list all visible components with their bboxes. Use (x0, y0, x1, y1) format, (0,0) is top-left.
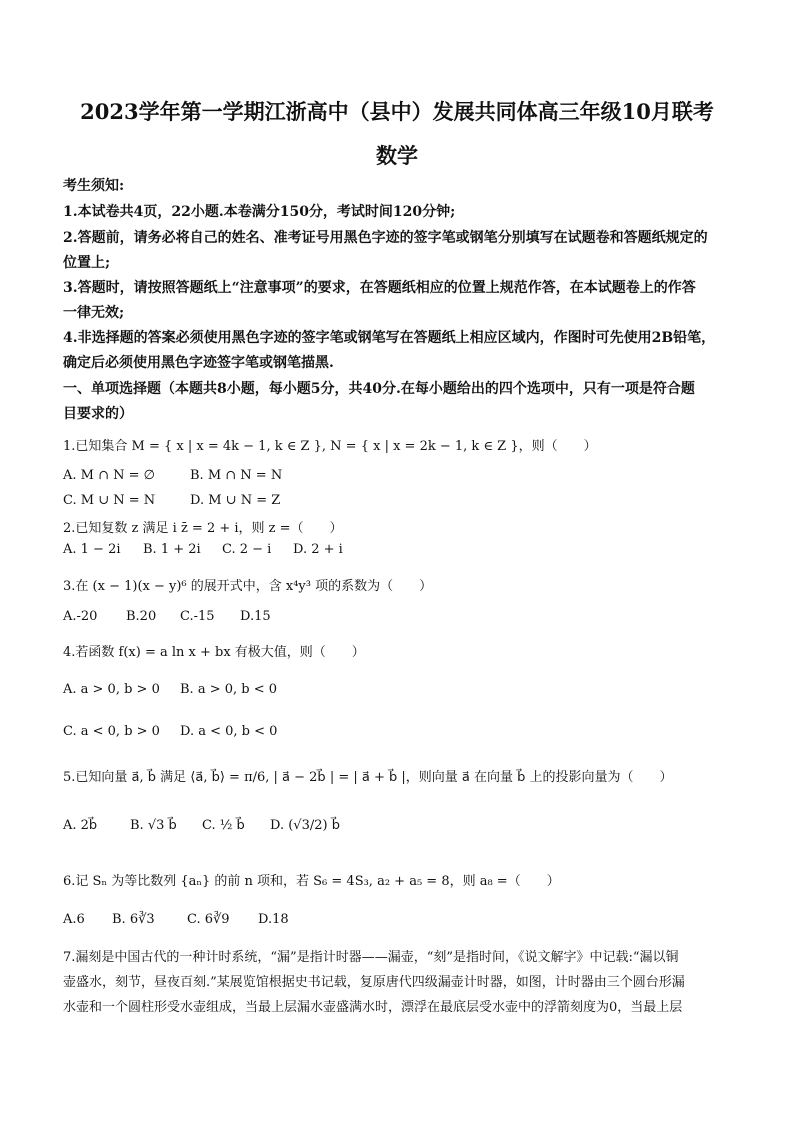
question-7-line: 7.漏刻是中国古代的一种计时系统，“漏”是指计时器——漏壶，“刻”是指时间，《说文解字》中记载:“漏以铜 (63, 950, 679, 965)
question-5-option-d: D. (√3/2) b⃗ (270, 818, 340, 833)
question-3-option-c: C.-15 (180, 609, 215, 624)
notice-item: 3.答题时，请按照答题纸上“注意事项”的要求，在答题纸相应的位置上规范作答，在本试题卷上的作答 (63, 280, 696, 296)
question-2-option-a: A. 1 − 2i (63, 542, 121, 557)
question-4-option-c: C. a < 0, b > 0 (63, 724, 160, 739)
question-2-option-d: D. 2 + i (293, 542, 343, 557)
question-5-option-b: B. √3 b⃗ (130, 818, 177, 833)
notice-heading: 考生须知: (63, 178, 125, 194)
question-1-option-a: A. M ∩ N = ∅ (63, 468, 155, 483)
question-5-stem: 5.已知向量 a⃗, b⃗ 满足 ⟨a⃗, b⃗⟩ = π/6, | a⃗ − 2b⃗ | = | a⃗ + b⃗ |，则向量 a⃗ 在向量 b⃗ 上的投影向量为（ ） (63, 770, 673, 785)
question-1-option-d: D. M ∪ N = Z (190, 493, 281, 508)
notice-item: 一律无效; (63, 305, 125, 321)
question-3-option-a: A.-20 (63, 609, 98, 624)
question-2-option-b: B. 1 + 2i (143, 542, 201, 557)
notice-item: 4.非选择题的答案必须使用黑色字迹的签字笔或钢笔写在答题纸上相应区域内，作图时可先使用2B铅笔， (63, 330, 716, 346)
question-5-option-c: C. ½ b⃗ (202, 818, 245, 833)
question-6-option-d: D.18 (258, 912, 289, 927)
notice-item: 确定后必须使用黑色字迹签字笔或钢笔描黑. (63, 355, 334, 371)
question-6-option-a: A.6 (63, 912, 85, 927)
notice-item: 位置上; (63, 255, 111, 271)
question-6-option-c: C. 6∛9 (187, 912, 230, 927)
section-heading: 目要求的） (63, 406, 133, 422)
question-1-option-c: C. M ∪ N = N (63, 493, 156, 508)
question-1-option-b: B. M ∩ N = N (190, 468, 283, 483)
question-3-option-d: D.15 (240, 609, 271, 624)
question-2-option-c: C. 2 − i (222, 542, 272, 557)
subject-title: 数学 (376, 143, 418, 168)
question-6-stem: 6.记 Sₙ 为等比数列 {aₙ} 的前 n 项和，若 S₆ = 4S₃, a₂ + a₅ = 8，则 a₈ =（ ） (63, 874, 560, 889)
question-4-option-b: B. a > 0, b < 0 (180, 682, 278, 697)
question-4-option-d: D. a < 0, b < 0 (180, 724, 278, 739)
question-7-line: 壶盛水，刻节，昼夜百刻.”某展览馆根据史书记载，复原唐代四级漏壶计时器，如图，计时器由三个圆台形漏 (63, 975, 685, 990)
question-4-stem: 4.若函数 f(x) = a ln x + bx 有极大值，则（ ） (63, 645, 365, 660)
notice-item: 1.本试卷共4页，22小题.本卷满分150分，考试时间120分钟; (63, 204, 456, 220)
question-4-option-a: A. a > 0, b > 0 (63, 682, 160, 697)
question-3-option-b: B.20 (126, 609, 157, 624)
exam-title: 2023学年第一学期江浙高中（县中）发展共同体高三年级10月联考 (80, 99, 714, 124)
section-heading: 一、单项选择题（本题共8小题，每小题5分，共40分.在每小题给出的四个选项中，只有一项是符合题 (63, 381, 695, 397)
question-1-stem: 1.已知集合 M = { x | x = 4k − 1, k ∈ Z }, N = { x | x = 2k − 1, k ∈ Z }，则（ ） (63, 439, 597, 454)
question-7-line: 水壶和一个圆柱形受水壶组成，当最上层漏水壶盛满水时，漂浮在最底层受水壶中的浮箭刻度为0，当最上层 (63, 1000, 683, 1015)
question-5-option-a: A. 2b⃗ (63, 818, 98, 833)
question-3-stem: 3.在 (x − 1)(x − y)⁶ 的展开式中，含 x⁴y³ 项的系数为（ ） (63, 579, 433, 594)
question-2-stem: 2.已知复数 z 满足 i z̄ = 2 + i，则 z =（ ） (63, 521, 343, 536)
notice-item: 2.答题前，请务必将自己的姓名、准考证号用黑色字迹的签字笔或钢笔分别填写在试题卷和答题纸规定的 (63, 230, 708, 246)
question-6-option-b: B. 6∛3 (112, 912, 155, 927)
